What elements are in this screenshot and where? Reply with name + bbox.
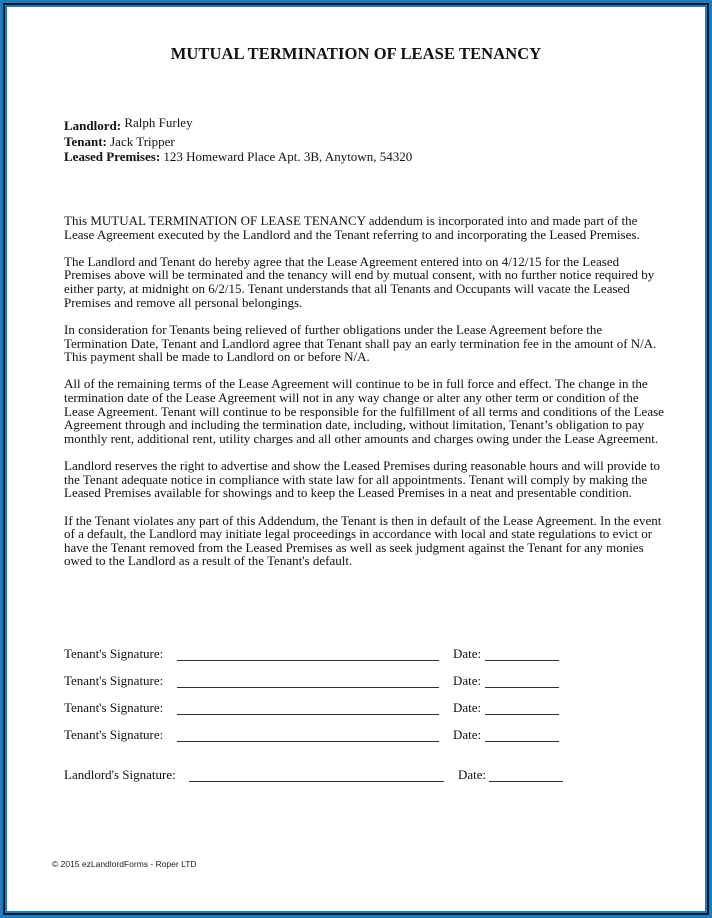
landlord-label: Landlord:	[64, 118, 122, 133]
signature-field[interactable]	[177, 687, 439, 688]
date-field[interactable]	[485, 741, 559, 742]
paragraph-fee: In consideration for Tenants being relieved of further obligations under the Lease Agreement before the Termination Date, Tenant and Landlord agree that Tenant shall pay an early termination fee in the amount of N/A. This payment shall be made to Landlord on or before N/A.	[64, 321, 657, 365]
document-title: MUTUAL TERMINATION OF LEASE TENANCY	[170, 44, 542, 63]
signature-field[interactable]	[189, 781, 444, 782]
date-field[interactable]	[485, 660, 559, 661]
body-text	[64, 214, 664, 582]
tenant-label: Tenant:	[64, 133, 107, 149]
date-field[interactable]	[489, 781, 563, 782]
premises-label: Leased Premises:	[64, 149, 161, 164]
premises-value: 123 Homeward Place Apt. 3B, Anytown, 54320	[163, 149, 413, 164]
document-page	[7, 7, 705, 911]
signature-label: Tenant's Signature:	[64, 673, 164, 688]
date-label: Date:	[453, 673, 482, 688]
paragraph-termination: The Landlord and Tenant do hereby agree that the Lease Agreement entered into on 4/12/15 for the Leased Premises above will be terminated and the tenancy will end by mutual consent, with no further notice required by either party, at midnight on 6/2/15. Tenant understands that all Tenants and Occupants will vacate the Leased Premises and remove all personal belongings.	[64, 253, 655, 310]
paragraph-addendum: This MUTUAL TERMINATION OF LEASE TENANCY addendum is incorporated into and made part of the Lease Agreement executed by the Landlord and the Tenant referring to and incorporating the Leased Premises.	[64, 213, 640, 242]
paragraph-showings: Landlord reserves the right to advertise and show the Leased Premises during reasonable hours and will provide to the Tenant adequate notice in compliance with state law for all appointments. Tenant will comply by making the Leased Premises available for showings and to keep the Leased Premises in a neat and presentable condition.	[64, 458, 661, 501]
date-label: Date:	[458, 767, 487, 782]
date-label: Date:	[453, 700, 482, 715]
signature-label: Tenant's Signature:	[64, 727, 164, 742]
signature-label: Tenant's Signature:	[64, 646, 164, 661]
signature-field[interactable]	[177, 741, 439, 742]
landlord-line	[64, 115, 412, 134]
paragraph-default: If the Tenant violates any part of this Addendum, the Tenant is then in default of the Lease Agreement. In the event of a default, the Landlord may initiate legal proceedings in accordance with local and state regulations to evict or have the Tenant removed from the Leased Premises as well as seek judgment against the Tenant for any monies owed to the Landlord as a result of the Tenant's default.	[64, 512, 662, 569]
landlord-value: Ralph Furley	[124, 115, 193, 130]
signature-field[interactable]	[177, 714, 439, 715]
premises-line	[64, 149, 412, 165]
tenant-value: Jack Tripper	[110, 133, 175, 149]
parties-block	[64, 115, 413, 165]
paragraph-remaining-terms: All of the remaining terms of the Lease Agreement will continue to be in full force and effect. The change in the termination date of the Lease Agreement will not in any way change or alter any other term or condition of the Lease Agreement. Tenant will continue to be responsible for the fulfillment of all terms and conditions of the Lease Agreement through and including the termination date, including, without limitation, Tenant’s obligation to pay monthly rent, additional rent, utility charges and all other amounts and charges owing under the Lease Agreement.	[64, 376, 664, 446]
date-field[interactable]	[485, 714, 559, 715]
signature-label: Landlord's Signature:	[64, 767, 176, 782]
signature-label: Tenant's Signature:	[64, 700, 164, 715]
signature-field[interactable]	[177, 660, 439, 661]
copyright-footer: © 2015 ezLandlordForms - Roper LTD	[52, 859, 197, 869]
date-field[interactable]	[485, 687, 559, 688]
tenant-line	[64, 134, 412, 150]
date-label: Date:	[453, 727, 482, 742]
date-label: Date:	[453, 646, 482, 661]
